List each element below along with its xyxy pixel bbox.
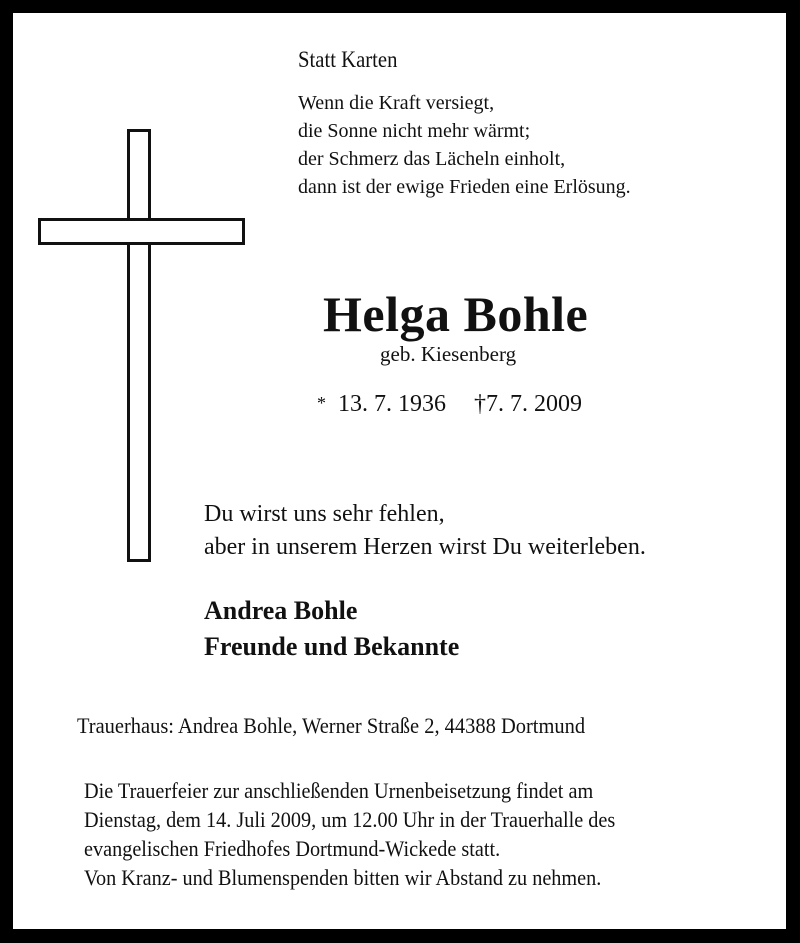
mourner-name: Freunde und Bekannte — [204, 632, 460, 661]
death-date: 7. 7. 2009 — [486, 391, 582, 417]
mourners — [204, 593, 459, 665]
poem-line: der Schmerz das Lächeln einholt, — [298, 148, 566, 170]
death-dagger-icon: † — [474, 391, 486, 417]
cross-intersection — [130, 221, 148, 242]
farewell-line: Du wirst uns sehr fehlen, — [204, 501, 445, 527]
house-of-mourning: Trauerhaus: Andrea Bohle, Werner Straße 2, 44388 Dortmund — [77, 713, 586, 738]
farewell-line: aber in unserem Herzen wirst Du weiterleben. — [204, 534, 646, 560]
deceased-name: Helga Bohle — [323, 286, 589, 342]
ceremony-details — [84, 776, 615, 892]
poem-line: Wenn die Kraft versiegt, — [298, 92, 495, 114]
details-line: Dienstag, dem 14. Juli 2009, um 12.00 Uhr in der Trauerhalle des — [84, 807, 616, 832]
life-dates — [317, 391, 582, 418]
poem-line: dann ist der ewige Frieden eine Erlösung. — [298, 176, 631, 198]
mourner-name: Andrea Bohle — [204, 596, 358, 625]
birth-date: 13. 7. 1936 — [338, 391, 446, 417]
details-line: Die Trauerfeier zur anschließenden Urnenbeisetzung findet am — [84, 778, 594, 803]
poem-line: die Sonne nicht mehr wärmt; — [298, 120, 531, 142]
birth-star-icon: * — [317, 393, 326, 413]
poem — [298, 89, 631, 201]
details-line: evangelischen Friedhofes Dortmund-Wickede statt. — [84, 836, 501, 861]
farewell-message — [204, 498, 646, 564]
obituary-notice — [13, 13, 786, 929]
cross-vertical-beam — [127, 129, 151, 562]
notice-header: Statt Karten — [298, 47, 398, 72]
details-line: Von Kranz- und Blumenspenden bitten wir Abstand zu nehmen. — [84, 865, 602, 890]
maiden-name: geb. Kiesenberg — [380, 342, 517, 366]
